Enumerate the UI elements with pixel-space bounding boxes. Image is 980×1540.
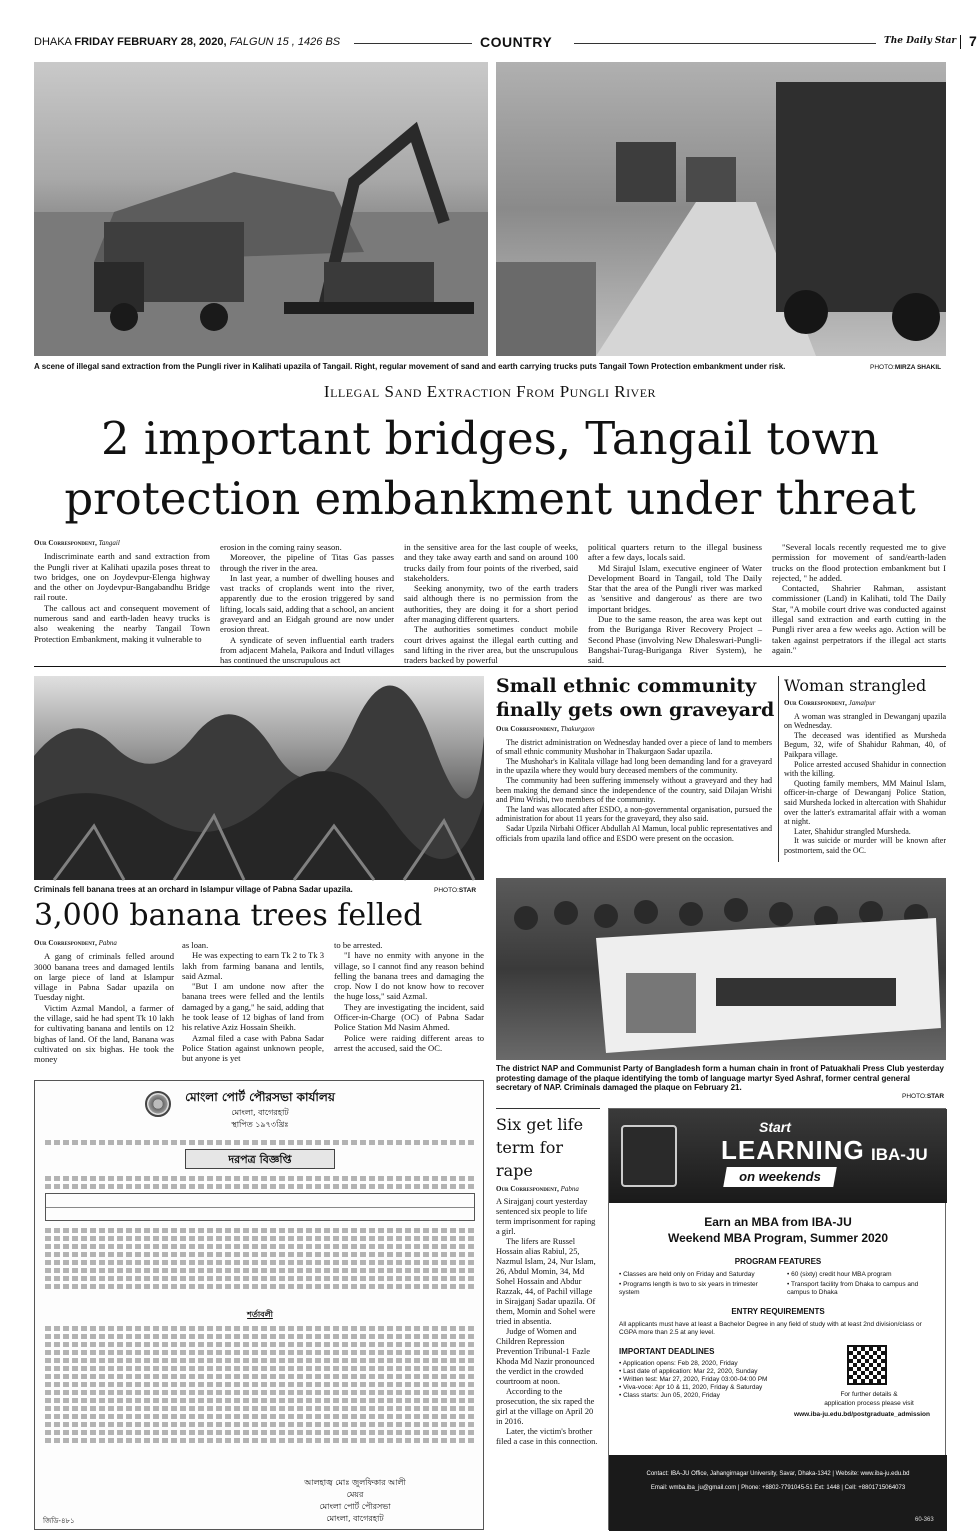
ad-contact-1: Contact: IBA-JU Office, Jahangirnagar University, Savar, Dhaka-1342 | Website: www.iba-ju.edu.bd bbox=[646, 1471, 910, 1477]
column-divider bbox=[778, 676, 779, 862]
ad-contact-2: Email: wmba.iba_ju@gmail.com | Phone: +8802-7791045-51 Ext: 1448 | Cell: +8801715064073 bbox=[650, 1485, 906, 1491]
ad-brand: IBA-JU bbox=[871, 1145, 928, 1164]
paragraph: erosion in the coming rainy season. bbox=[220, 542, 342, 552]
paragraph: The lifers are Russel Hossain alias Rabiul, 25, Nazmul Islam, 24, Nur Islam, 26, Abdul Momin, 34, Md Sohel Hossain and Abdur Razzak, 44, of Pachil village in Sirajganj Sadar upazila. Of them, Momin and Sohel were tried in absentia. bbox=[496, 1237, 596, 1326]
life-story-rule bbox=[496, 1108, 600, 1109]
paragraph: Judge of Women and Children Repression Prevention Tribunal-1 Fazle Khoda Md Nazir pronounced the verdict in the crowded courtroom at noon. bbox=[496, 1327, 595, 1386]
paragraph: "I have no enmity with anyone in the village, so I cannot find any reason behind felling the banana trees and damaging the crop. Now I do not know how to recover the huge loss," said Azmal. bbox=[334, 950, 484, 1002]
top-story-headline-line1: 2 important bridges, Tangail town bbox=[100, 412, 880, 465]
paragraph: The land was allocated after ESDO, a non-governmental organisation, pursued the administration for about 11 years for the graveyard, they also said. bbox=[496, 804, 772, 824]
banana-byline: Our Correspondent, Pabna bbox=[34, 939, 117, 947]
life-headline-line2: term for bbox=[496, 1138, 564, 1157]
paragraph: The deceased was identified as Mursheda Begum, 32, wife of Shahidur Rahman, 40, of Paikpara village. bbox=[784, 730, 946, 759]
graveyard-body bbox=[496, 725, 772, 860]
top-story-col3 bbox=[404, 542, 578, 666]
ad-learning: LEARNING bbox=[721, 1135, 865, 1165]
ad-url: www.iba-ju.edu.bd/postgraduate_admission bbox=[794, 1411, 930, 1418]
ad-feature-3: • 60 (sixty) credit hour MBA program bbox=[787, 1271, 892, 1278]
header-rule-left bbox=[354, 43, 472, 44]
banana-col3 bbox=[334, 940, 484, 1068]
banana-col2 bbox=[182, 940, 324, 1068]
paragraph: It was suicide or murder will be known after postmortem, said the OC. bbox=[784, 836, 946, 855]
graveyard-byline: Our Correspondent, Thakurgaon bbox=[496, 725, 595, 733]
ad-deadline-5: • Class starts: Jun 05, 2020, Friday bbox=[619, 1392, 720, 1399]
paragraph: According to the prosecution, the six raped the girl at the village on April 20 in 2016. bbox=[496, 1387, 595, 1426]
notice-conditions bbox=[35, 1323, 485, 1446]
notice-signatory: আলহাজ্ব মোঃ জুলফিকার আলী bbox=[304, 1478, 406, 1487]
paragraph: They are investigating the incident, said Officer-in-Charge (OC) of Pabna Sadar Police Station Md Nasim Ahmed. bbox=[334, 1001, 484, 1033]
page-header bbox=[34, 33, 977, 50]
sand-trucks-photo-right bbox=[496, 62, 946, 356]
banana-photo-caption: Criminals fell banana trees at an orchard in Islampur village of Pabna Sadar upazila. bbox=[34, 885, 353, 894]
life-byline: Our Correspondent, Pabna bbox=[496, 1185, 579, 1193]
paragraph: Due to the same reason, the area was kept out from the Buriganga River Recovery Project – Second Phase (involving New Dhaleswari-Pungli-Bangshai-Turag-Buriganga River System), he said. bbox=[588, 614, 762, 666]
human-chain-photo bbox=[496, 878, 946, 1060]
paragraph: Quoting family members, MM Mainul Islam, officer-in-charge of Dewanganj Police Station, said Mursheda locked in altercation with Shahidur over the latter's extramarital affair with a woman at night. bbox=[784, 778, 946, 827]
ad-details-line2: application process please visit bbox=[824, 1400, 914, 1407]
paragraph: in the sensitive area for the last couple of weeks, and they take away earth and sand on around 100 trucks daily from four points of the riverbed, said stakeholders. bbox=[404, 542, 578, 583]
credit-label: PHOTO: bbox=[870, 364, 895, 371]
paragraph: "But I am undone now after the banana trees were felled and the lentils damaged by a gang," he said, adding that he took lease of 12 bighas of land from his relative Aziz Hossain Sheikh. bbox=[182, 981, 324, 1033]
paragraph: He was expecting to earn Tk 2 to Tk 3 lakh from farming banana and lentils, said Azmal. bbox=[182, 950, 324, 981]
notice-established: স্থাপিত ১৯৭৩খ্রিঃ bbox=[231, 1120, 289, 1129]
notice-ref-row bbox=[35, 1137, 485, 1148]
paragraph: "Several locals recently requested me to give permission for movement of sand/earth-laden trucks on the flood protection embankment but I rejected, " he added. bbox=[772, 542, 946, 583]
sand-extraction-photo-left bbox=[34, 62, 488, 356]
paragraph: Moreover, the pipeline of Titas Gas passes through the river in the area. bbox=[220, 552, 394, 573]
paragraph: Azmal filed a case with Pabna Sadar Police Station against unknown people, but anyone is yet bbox=[182, 1032, 324, 1064]
ad-offer-line1: Earn an MBA from IBA-JU bbox=[704, 1215, 852, 1229]
paragraph: Contacted, Shahrier Rahman, assistant commissioner (Land) in Kalihati, told The Daily Star, "A mobile court drive was conducted against illegal sand extraction and earth cutting in the Pungli river area a few weeks ago. Action will be taken against perpetrators if the illegal act starts again." bbox=[772, 583, 946, 655]
notice-conditions-title: শর্তাবলী bbox=[247, 1310, 273, 1319]
masthead-divider bbox=[960, 35, 961, 49]
top-photo-credit bbox=[870, 364, 941, 371]
ad-details-line1: For further details & bbox=[840, 1391, 898, 1398]
top-story-kicker: Illegal Sand Extraction From Pungli River bbox=[323, 382, 657, 401]
ad-feature-4: • Transport facility from Dhaka to campus and campus to Dhaka bbox=[787, 1281, 919, 1296]
dateline-date: FRIDAY FEBRUARY 28, 2020, bbox=[74, 36, 227, 48]
paragraph: The Mushohar's in Kalitala village had long been demanding land for a graveyard in the upazila where they would bury deceased members of the community. bbox=[496, 756, 772, 776]
section-rule bbox=[34, 666, 946, 667]
ad-entry-text: All applicants must have at least a Bachelor Degree in any field of study with at least 2nd division/class or CGPA more than 2.5 at any level. bbox=[619, 1321, 922, 1336]
paragraph: The authorities sometimes conduct mobile court drives against the illegal earth cutting and sand lifting in the river area, but the unscrupulous traders backed by powerful bbox=[404, 624, 578, 666]
ad-deadline-2: • Last date of application: Mar 22, 2020, Sunday bbox=[619, 1368, 758, 1375]
paragraph: Later, Shahidur strangled Mursheda. bbox=[794, 826, 911, 836]
notice-intro bbox=[35, 1173, 485, 1192]
top-story-byline: Our Correspondent, Tangail bbox=[34, 539, 120, 547]
header-rule-right bbox=[574, 43, 876, 44]
notice-schedule bbox=[35, 1225, 485, 1292]
tender-notice bbox=[34, 1080, 484, 1530]
life-body bbox=[496, 1184, 600, 1532]
paragraph: political quarters return to the illegal business after a few days, locals said. bbox=[588, 542, 762, 563]
paragraph: Victim Azmal Mandol, a farmer of the village, said he had spent Tk 10 lakh for cultivating banana and lentils on 12 bighas of land. Of the land, Banana was cultivated on six bighas. He took the money bbox=[34, 1002, 174, 1065]
ad-deadlines-title: IMPORTANT DEADLINES bbox=[619, 1347, 715, 1356]
ad-code: 60-363 bbox=[915, 1517, 934, 1523]
paragraph: A syndicate of seven influential earth traders from adjacent Mahela, Paikora and Indutl villages has continued the unscrupulous act bbox=[220, 634, 394, 666]
paragraph: Police arrested accused Shahidur in connection with the killing. bbox=[784, 759, 946, 779]
woman-byline: Our Correspondent, Jamalpur bbox=[784, 699, 876, 707]
banana-col1 bbox=[34, 938, 174, 1068]
credit-name: MIRZA SHAKIL bbox=[894, 364, 942, 371]
paragraph: as loan. bbox=[182, 940, 209, 950]
iba-ju-mba-ad bbox=[608, 1108, 946, 1530]
banana-photo-credit: PHOTO:STAR bbox=[434, 887, 477, 894]
chain-photo-caption: The district NAP and Communist Party of Bangladesh form a human chain in front of Patuakhali Press Club yesterday protesting damage of the plaque identifying the tomb of language martyr Syed Ashraf, former central general secretary of NAP. Criminals damaged the plaque on February 21. bbox=[496, 1064, 944, 1093]
notice-office: মোংলা পোর্ট পৌরসভা কার্যালয় bbox=[185, 1090, 335, 1104]
ad-deadline-4: • Viva-voce: Apr 10 & 11, 2020, Friday & Saturday bbox=[619, 1384, 763, 1391]
graveyard-headline-line2: finally gets own graveyard bbox=[496, 699, 775, 721]
paragraph: Indiscriminate earth and sand extraction from the Pungli river at Kalihati upazila poses threat to two bridges, one on Joydevpur-Elenga highway and the other on Joydevpur-Bangabandhu Bridge rail route. bbox=[34, 551, 210, 603]
notice-signatory-place: মোংলা, বাগেরহাট bbox=[326, 1514, 384, 1523]
ad-on-weekends: on weekends bbox=[739, 1169, 821, 1184]
paragraph: Later, the victim's brother filed a case in this connection. bbox=[496, 1427, 598, 1446]
dateline bbox=[34, 36, 340, 48]
life-headline-line1: Six get life bbox=[496, 1115, 584, 1134]
banana-headline: 3,000 banana trees felled bbox=[34, 898, 423, 933]
ad-footer bbox=[609, 1455, 947, 1531]
paragraph: Md Sirajul Islam, executive engineer of Water Development Board in Tangail, told The Daily Star that the area of the Pungli river was marked as 'sensitive and dangerous' as there are two important bridges. bbox=[588, 562, 762, 614]
top-story-col1 bbox=[34, 538, 210, 658]
top-story-col2 bbox=[220, 542, 394, 666]
page-number: 7 bbox=[969, 33, 977, 49]
top-photo-caption: A scene of illegal sand extraction from the Pungli river in Kalihati upazila of Tangail. Right, regular movement of sand and earth carrying trucks puts Tangail Town Protection embankment under risk. bbox=[34, 362, 786, 371]
section-name: COUNTRY bbox=[480, 34, 553, 50]
graveyard-headline-line1: Small ethnic community bbox=[496, 675, 757, 697]
dateline-city: DHAKA bbox=[34, 36, 72, 48]
life-headline-line3: rape bbox=[496, 1161, 533, 1180]
notice-table bbox=[45, 1193, 475, 1221]
paragraph: Seeking anonymity, two of the earth traders said although there is no permission from the authorities, they are doing it for a short period after managing different quarters. bbox=[404, 583, 578, 625]
paragraph: A Sirajganj court yesterday sentenced six people to life term imprisonment for raping a girl. bbox=[496, 1197, 596, 1236]
paragraph: The callous act and consequent movement of numerous sand and earth-laden heavy trucks is also weakening the nearby Tangail Town Protection Embankment, making it vulnerable to bbox=[34, 602, 210, 644]
notice-location: মোংলা, বাগেরহাট bbox=[231, 1108, 289, 1117]
paragraph: In last year, a number of dwelling houses and vast tracks of croplands went into the river, apparently due to the erosion triggered by sand lifting, locals said, adding that a school, an ancient graveyard and an Eidgah ground are now under erosion threat. bbox=[220, 572, 394, 635]
ad-entry-title: ENTRY REQUIREMENTS bbox=[731, 1307, 825, 1316]
notice-ref: জিডি-৪৮১ bbox=[43, 1517, 75, 1525]
qr-code-icon bbox=[847, 1345, 887, 1385]
ad-offer-line2: Weekend MBA Program, Summer 2020 bbox=[667, 1231, 889, 1245]
woman-headline: Woman strangled bbox=[784, 676, 927, 695]
ad-deadline-1: • Application opens: Feb 28, 2020, Friday bbox=[619, 1360, 738, 1367]
notice-signatory-role: মেয়র bbox=[346, 1490, 364, 1499]
woman-body bbox=[784, 699, 946, 862]
ad-feature-1: • Classes are held only on Friday and Saturday bbox=[619, 1271, 755, 1278]
notice-title: দরপত্র বিজ্ঞপ্তি bbox=[228, 1153, 292, 1166]
paragraph: to be arrested. bbox=[334, 940, 383, 950]
paragraph: Sadar Upzila Nirbahi Officer Abdullah Al Mamun, local public representatives and officials from upazila land office and ESDO were present on the occasion. bbox=[496, 823, 772, 843]
paragraph: The district administration on Wednesday handed over a piece of land to members of small ethnic community Mushohar in Thakurgaon Sadar upazila. bbox=[496, 737, 772, 757]
ad-start: Start bbox=[759, 1119, 791, 1135]
banana-orchard-photo bbox=[34, 676, 484, 880]
ad-feature-2: • Programs length is two to six years in trimester system bbox=[619, 1281, 758, 1296]
dateline-bangla: FALGUN 15 , 1426 BS bbox=[229, 36, 341, 48]
masthead-logo: The Daily Star bbox=[884, 36, 957, 46]
ad-features-title: PROGRAM FEATURES bbox=[734, 1257, 822, 1266]
paragraph: The community had been suffering immensely without a graveyard and they had been making the demand since the independence of the country, said Dilajan Wrishi and Pinu Wrishi, two members of the community. bbox=[496, 775, 772, 805]
notice-signatory-office: মোংলা পোর্ট পৌরসভা bbox=[319, 1502, 391, 1511]
ad-deadline-3: • Written test: Mar 27, 2020, Friday 03:00-04:00 PM bbox=[619, 1376, 768, 1383]
paragraph: A gang of criminals felled around 3000 banana trees and damaged lentils on large piece of land at Islampur village in Pabna Sadar upazila on Tuesday night. bbox=[34, 951, 174, 1003]
paragraph: Police were raiding different areas to arrest the accused, said the OC. bbox=[334, 1032, 484, 1053]
paragraph: A woman was strangled in Dewanganj upazila on Wednesday. bbox=[784, 711, 946, 731]
top-story-headline-line2: protection embankment under threat bbox=[64, 472, 916, 525]
top-story-col5 bbox=[772, 542, 946, 658]
top-story-col4 bbox=[588, 542, 762, 666]
ad-university-seal bbox=[621, 1125, 677, 1187]
chain-photo-credit: PHOTO:STAR bbox=[902, 1093, 945, 1100]
